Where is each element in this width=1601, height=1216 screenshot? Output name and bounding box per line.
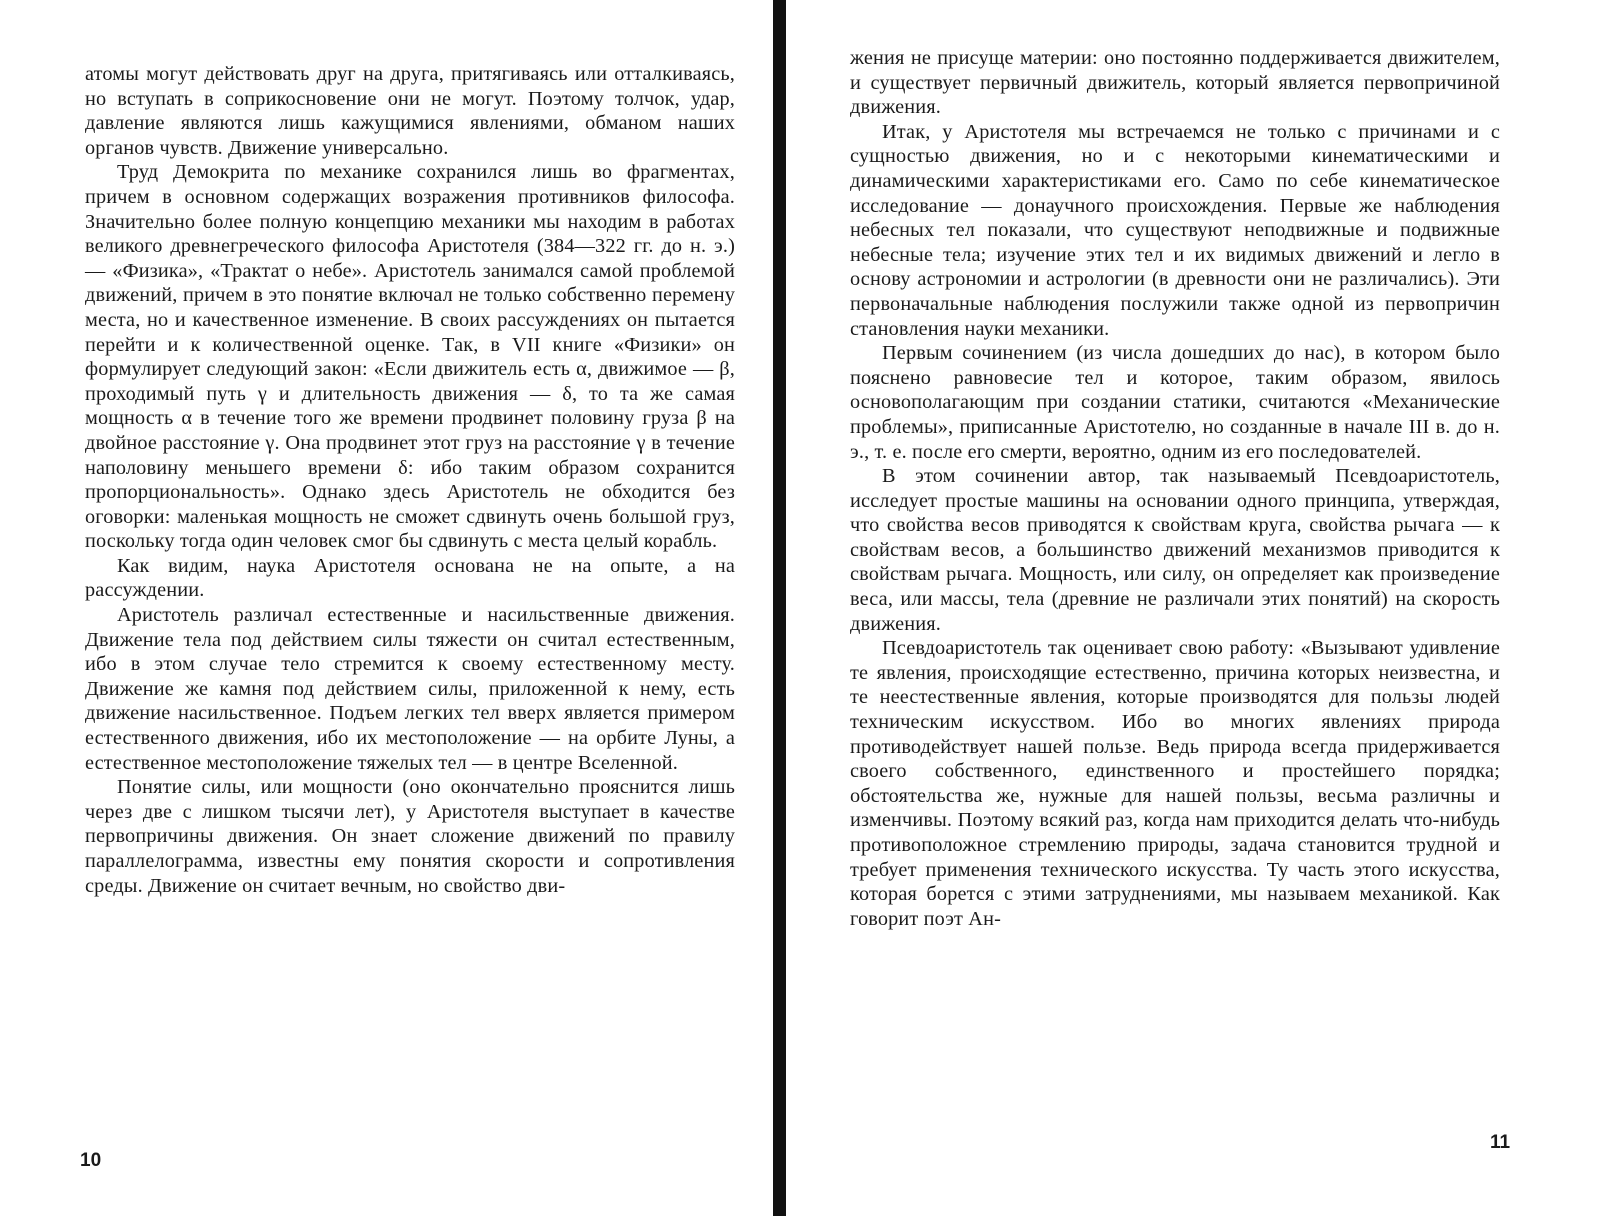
page-number-left: 10 (80, 1150, 102, 1171)
left-page (0, 0, 770, 1216)
right-page-text (850, 46, 1500, 931)
right-page (790, 0, 1601, 1216)
book-gutter (773, 0, 786, 1216)
paragraph: жения не присуще материи: оно постоянно поддерживается движителем, и существует первичный движитель, который является первопричиной движения. (850, 47, 1500, 119)
paragraph: Как видим, наука Аристотеля основана не на опыте, а на рассуждении. (85, 554, 735, 602)
page-number-right: 11 (1490, 1132, 1511, 1153)
paragraph: Итак, у Аристотеля мы встречаемся не только с причинами и с сущностью движения, но и с некоторыми кинематическими и динамическими характеристиками его. Само по себе кинематическое исследование — донаучного происхождения. Первые же наблюдения небесных тел показали, что существуют неподвижные и подвижные небесные тела; изучение этих тел и их видимых движений и легло в основу астрономии и астрологии (в древности они не различались). Эти первоначальные наблюдения послужили также одной из первопричин становления науки механики. (850, 120, 1500, 340)
paragraph: Псевдоаристотель так оценивает свою работу: «Вызывают удивление те явления, происходящие естественно, причина которых неизвестна, и те неестественные явления, которые производятся для пользы людей техническим искусством. Ибо во многих явлениях природа противодействует нашей пользе. Ведь природа всегда придерживается своего собственного, единственного и простейшего порядка; обстоятельства же, нужные для нашей пользы, весьма различны и изменчивы. Поэтому всякий раз, когда нам приходится делать что-нибудь противоположное стремлению природы, задача становится трудной и требует применения технического искусства. Ту часть этого искусства, которая борется с этими затруднениями, мы называем механикой. Как говорит поэт Ан- (850, 637, 1500, 930)
paragraph: В этом сочинении автор, так называемый Псевдоаристотель, исследует простые машины на основании одного принципа, утверждая, что свойства весов приводятся к свойствам круга, свойства рычага — к свойствам весов, а большинство движений механизмов приводится к свойствам рычага. Мощность, или силу, он определяет как произведение веса, или массы, тела (древние не различали этих понятий) на скорость движения. (850, 465, 1500, 635)
left-page-text (85, 62, 735, 898)
paragraph: атомы могут действовать друг на друга, притягиваясь или отталкиваясь, но вступать в соприкосновение они не могут. Поэтому толчок, удар, давление являются лишь кажущимися явлениями, обманом наших органов чувств. Движение универсально. (85, 63, 735, 159)
paragraph: Первым сочинением (из числа дошедших до нас), в котором было пояснено равновесие тел и которое, таким образом, явилось основополагающим при создании статики, считаются «Механические проблемы», приписанные Аристотелю, но созданные в начале III в. до н. э., т. е. после его смерти, вероятно, одним из его последователей. (850, 342, 1500, 463)
paragraph: Понятие силы, или мощности (оно окончательно прояснится лишь через две с лишком тысячи лет), у Аристотеля выступает в качестве первопричины движения. Он знает сложение движений по правилу параллелограмма, известны ему понятия скорости и сопротивления среды. Движение он считает вечным, но свойство дви- (85, 776, 735, 897)
paragraph: Аристотель различал естественные и насильственные движения. Движение тела под действием силы тяжести он считал естественным, ибо в этом случае тело стремится к своему естественному месту. Движение же камня под действием силы, приложенной к нему, есть движение насильственное. Подъем легких тел вверх является примером естественного движения, ибо их местоположение — на орбите Луны, а естественное местоположение тяжелых тел — в центре Вселенной. (85, 604, 735, 774)
paragraph: Труд Демокрита по механике сохранился лишь во фрагментах, причем в основном содержащих возражения противников философа. Значительно более полную концепцию механики мы находим в работах великого древнегреческого философа Аристотеля (384—322 гг. до н. э.) — «Физика», «Трактат о небе». Аристотель занимался самой проблемой движений, причем в это понятие включал не только собственно перемену места, но и качественное изменение. В своих рассуждениях он пытается перейти и к количественной оценке. Так, в VII книге «Физики» он формулирует следующий закон: «Если движитель есть α, движимое — β, проходимый путь γ и длительность движения — δ, то та же самая мощность α в течение того же времени продвинет половину груза β на двойное расстояние γ. Она продвинет этот груз на расстояние γ в течение наполовину меньшего времени δ: ибо таким образом сохранится пропорциональность». Однако здесь Аристотель не обходится без оговорки: маленькая мощность не сможет сдвинуть очень большой груз, поскольку тогда один человек смог бы сдвинуть с места целый корабль. (85, 161, 735, 553)
